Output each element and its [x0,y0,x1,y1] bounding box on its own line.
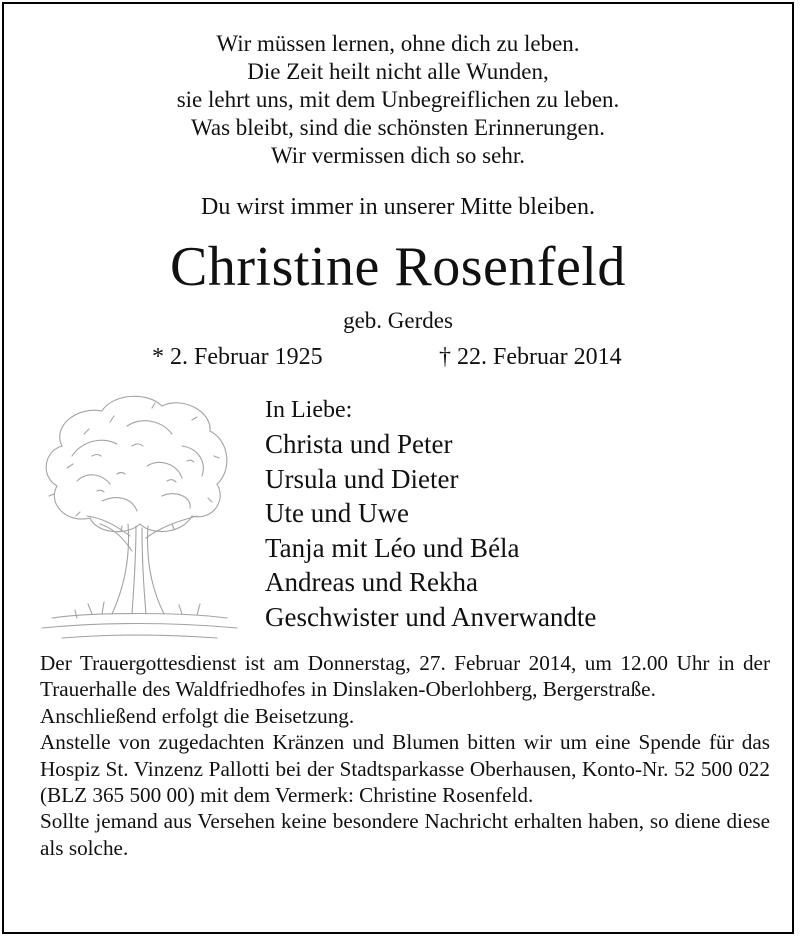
poem-line: Wir müssen lernen, ohne dich zu leben. [216,31,580,56]
details-paragraph: Der Trauergottesdienst ist am Donnerstag, 27. Februar 2014, um 12.00 Uhr in der Trauerhalle des Waldfriedhofes in Dinslaken-Oberlohberg, Bergerstraße. [40,651,770,702]
maiden-name: geb. Gerdes [343,308,453,333]
details-paragraph: Sollte jemand aus Versehen keine besondere Nachricht erhalten haben, so diene diese als solche. [40,809,770,860]
deceased-name: Christine Rosenfeld [170,236,626,298]
mourner-entry: Andreas und Rekha [265,567,478,597]
mourner-entry: Christa und Peter [265,429,453,459]
poem-line: sie lehrt uns, mit dem Unbegreiflichen zu leben. [176,87,620,112]
details-paragraph: Anstelle von zugedachten Kränzen und Blumen bitten wir um eine Spende für das Hospiz St. Vinzenz Pallotti bei der Stadtsparkasse Oberhausen, Konto-Nr. 52 500 022 (BLZ 365 500 00) mit dem Vermerk: Christine Rosenfeld. [40,730,770,808]
tree-icon [32,386,242,648]
mourner-entry: Tanja mit Léo und Béla [265,532,520,563]
birth-date: * 2. Februar 1925 [152,344,323,370]
poem-line: Die Zeit heilt nicht alle Wunden, [247,59,549,84]
mourner-entry: Geschwister und Anverwandte [265,601,597,632]
motto: Du wirst immer in unserer Mitte bleiben. [201,194,595,220]
poem-line: Wir vermissen dich so sehr. [271,143,525,168]
poem [4,30,792,170]
mourners-list [265,427,596,634]
mourner-entry: Ute und Uwe [265,498,409,528]
service-details [40,650,770,861]
death-date: † 22. Februar 2014 [439,344,622,370]
mourner-entry: Ursula und Dieter [265,463,459,494]
obituary-notice [2,2,794,934]
poem-line: Was bleibt, sind die schönsten Erinnerungen. [191,115,605,140]
mourners-intro: In Liebe: [265,397,353,423]
details-paragraph: Anschließend erfolgt die Beisetzung. [40,703,355,728]
